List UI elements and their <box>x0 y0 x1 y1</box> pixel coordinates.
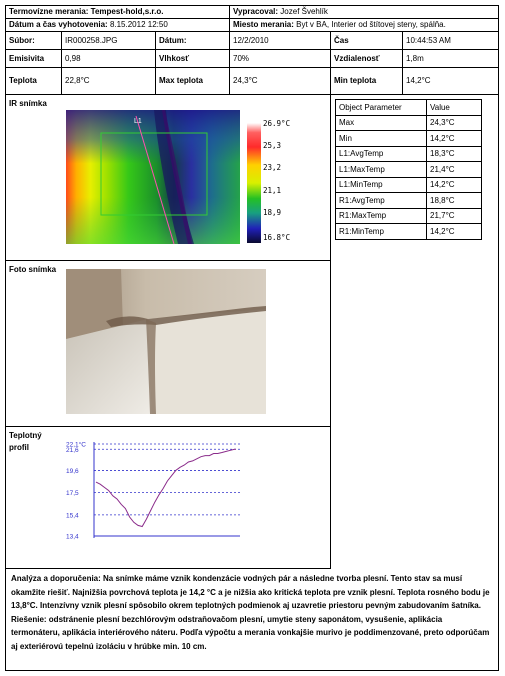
table-row <box>336 193 482 209</box>
temp-label: Teplota <box>9 76 37 85</box>
info-row-3 <box>6 68 498 95</box>
report-page <box>5 5 499 671</box>
y-tick-label: 19,6 <box>66 467 79 475</box>
author-label: Vypracoval: <box>233 7 279 16</box>
mdate-value: 12/2/2010 <box>233 36 269 45</box>
parameter-name: L1:AvgTemp <box>336 146 427 162</box>
y-tick-label: 22,1°C <box>66 441 86 449</box>
header-row-2 <box>6 19 498 32</box>
date-label: Dátum a čas vyhotovenia: <box>9 20 108 29</box>
dist-value: 1,8m <box>406 54 424 63</box>
mint-value: 14,2°C <box>406 76 431 85</box>
scale-label: 21,1 <box>263 186 282 195</box>
hum-value: 70% <box>233 54 250 63</box>
info-row-1 <box>6 32 498 50</box>
y-tick-label: 13,4 <box>66 533 79 541</box>
company-value: Tempest-hold,s.r.o. <box>90 7 164 16</box>
hum-label: Vlhkosť <box>159 54 190 63</box>
parameter-value: 21,4°C <box>427 162 482 178</box>
analysis-text: Analýza a doporučenia: Na snímke máme vznik kondenzácie vodných pár a následne tvorba plesní. Tento stav sa musí okamžite riešiť. Najnižšia povrchová teplota je 14,2 °C a je nižšia ako kritická teplota pre vznik plesní. Teplota rosného bodu je 13,8°C. Intenzívny vznik plesní spôsobilo okrem teplotných podmienok aj uzavretie priestoru pevným zabudovaním šatníka. Riešenie: odstránenie plesní bezchlórovým odstraňovačom plesní, umytie steny saponátom, vysušenie, aplikácia termonáteru, aplikácia interiérového náteru. Podľa výpočtu a merania vonkajšie murivo je poddimenzované, preto odporúčam aj exteriérovú tepelnú izoláciu v hrúbke min. 10 cm. <box>11 574 490 651</box>
table-header: Object Parameter <box>336 100 427 116</box>
parameter-value: 14,2°C <box>427 224 482 240</box>
column-divider <box>330 95 331 569</box>
scale-label: 18,9 <box>263 208 282 217</box>
mint-label: Min teplota <box>334 76 377 85</box>
company-cell <box>6 6 229 18</box>
emis-label: Emisivita <box>9 54 45 63</box>
place-label: Miesto merania: <box>233 20 294 29</box>
profile-label: Teplotný profil <box>9 431 42 452</box>
file-label: Súbor: <box>9 36 35 45</box>
parameter-name: R1:MinTemp <box>336 224 427 240</box>
date-value: 8.15.2012 12:50 <box>109 20 168 29</box>
ir-thermal-image <box>66 110 240 244</box>
header-row-1 <box>6 6 498 19</box>
parameter-name: L1:MinTemp <box>336 177 427 193</box>
parameter-name: Min <box>336 131 427 147</box>
maxt-label: Max teplota <box>159 76 204 85</box>
table-row <box>336 146 482 162</box>
company-label: Termovízne merania: <box>9 7 89 16</box>
table-row <box>336 162 482 178</box>
parameter-value: 24,3°C <box>427 115 482 131</box>
y-tick-label: 21,6 <box>66 446 79 454</box>
table-header-row <box>336 100 482 116</box>
y-tick-label: 17,5 <box>66 490 79 498</box>
parameter-value: 21,7°C <box>427 208 482 224</box>
ir-color-scale <box>245 119 305 245</box>
parameter-name: Max <box>336 115 427 131</box>
mdate-label: Dátum: <box>159 36 187 45</box>
emis-value: 0,98 <box>65 54 81 63</box>
parameter-value: 14,2°C <box>427 131 482 147</box>
info-row-2 <box>6 50 498 68</box>
scale-label: 23,2 <box>263 163 282 172</box>
parameter-name: L1:MaxTemp <box>336 162 427 178</box>
parameter-value: 18,8°C <box>427 193 482 209</box>
parameter-value: 14,2°C <box>427 177 482 193</box>
time-value: 10:44:53 AM <box>406 36 451 45</box>
place-value: Byt v BA, Interier od štítovej steny, spálňa. <box>296 20 446 29</box>
parameter-name: R1:MaxTemp <box>336 208 427 224</box>
photo-label: Foto snímka <box>9 265 57 274</box>
l1-marker: L1 <box>134 118 142 125</box>
author-value: Jozef Švehlík <box>280 7 328 16</box>
time-label: Čas <box>334 36 349 45</box>
ir-label: IR snímka <box>9 99 47 108</box>
temperature-profile-chart <box>64 434 244 544</box>
scale-label-min: 16.8°C <box>263 233 291 242</box>
parameter-value: 18,3°C <box>427 146 482 162</box>
table-row <box>336 115 482 131</box>
file-value: IR000258.JPG <box>65 36 118 45</box>
table-header: Value <box>427 100 482 116</box>
table-row <box>336 208 482 224</box>
author-cell <box>230 6 498 18</box>
y-tick-label: 15,4 <box>66 512 79 520</box>
temp-value: 22,8°C <box>65 76 90 85</box>
place-cell <box>230 19 498 31</box>
table-row <box>336 224 482 240</box>
parameter-name: R1:AvgTemp <box>336 193 427 209</box>
scale-gradient <box>247 123 261 243</box>
table-row <box>336 177 482 193</box>
maxt-value: 24,3°C <box>233 76 258 85</box>
scale-label: 25,3 <box>263 141 282 150</box>
object-parameter-table <box>335 99 482 240</box>
date-cell <box>6 19 229 31</box>
scale-label-max: 26.9°C <box>263 119 291 128</box>
dist-label: Vzdialenosť <box>334 54 380 63</box>
photo-image <box>66 269 266 414</box>
table-row <box>336 131 482 147</box>
